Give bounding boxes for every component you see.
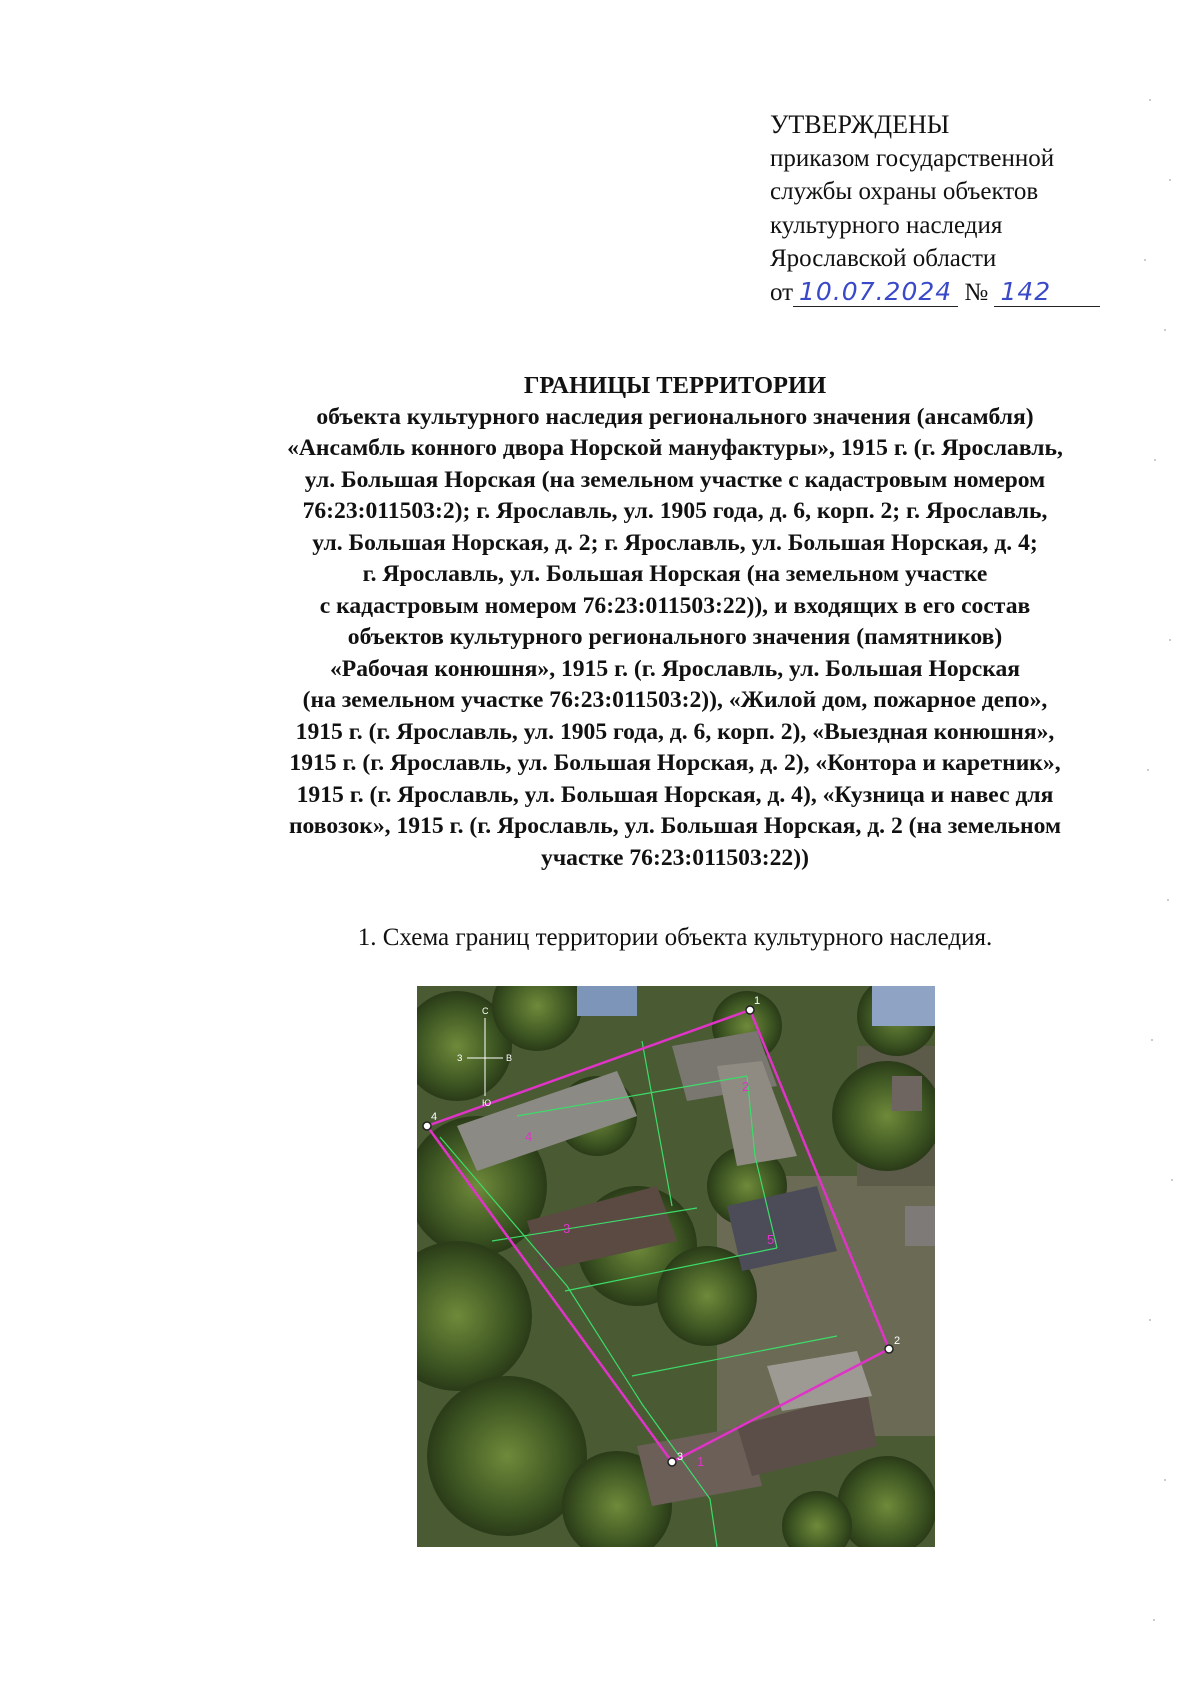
vertex-label: 1 [754, 995, 761, 1007]
title-line: участке 76:23:011503:22)) [541, 844, 809, 871]
from-label: от [770, 278, 794, 306]
scan-margin-specks [1110, 0, 1200, 1697]
title-line: ул. Большая Норская, д. 2; г. Ярославль, ул. Большая Норская, д. 4; [312, 529, 1038, 556]
title-line: 1915 г. (г. Ярославль, ул. 1905 года, д. 6, корп. 2), «Выездная конюшня», [295, 718, 1055, 745]
object-number: 5 [767, 1232, 775, 1247]
approval-date: 10.07.2024 [799, 276, 953, 306]
document-title [200, 370, 1150, 874]
boundary-scheme-map [417, 986, 935, 1547]
title-line: (на земельном участке 76:23:011503:2)), «Жилой дом, пожарное депо», [302, 687, 1048, 713]
title-line: «Рабочая конюшня», 1915 г. (г. Ярославль, ул. Большая Норская [329, 655, 1021, 682]
approval-line: культурного наследия [770, 211, 1003, 239]
title-line: 76:23:011503:2); г. Ярославль, ул. 1905 года, д. 6, корп. 2; г. Ярославль, [302, 498, 1048, 524]
approval-number: 142 [1000, 276, 1052, 306]
number-label: № [964, 278, 989, 306]
vertex-label: 3 [677, 1451, 684, 1463]
title-line: «Ансамбль конного двора Норской мануфактуры», 1915 г. (г. Ярославль, [287, 435, 1063, 461]
title-line: 1915 г. (г. Ярославль, ул. Большая Норская, д. 2), «Контора и каретник», [289, 750, 1061, 776]
approval-line: службы охраны объектов [770, 178, 1039, 205]
title-line: 1915 г. (г. Ярославль, ул. Большая Норская, д. 4), «Кузница и навес для [296, 781, 1054, 808]
title-line: повозок», 1915 г. (г. Ярославль, ул. Большая Норская, д. 2 (на земельном [288, 813, 1062, 839]
approval-line: Ярославской области [770, 245, 997, 272]
vertex-label: 2 [894, 1335, 901, 1347]
compass-south: Ю [482, 1098, 492, 1108]
approval-line: приказом государственной [770, 144, 1055, 172]
title-heading: ГРАНИЦЫ ТЕРРИТОРИИ [523, 372, 827, 399]
scheme-caption: 1. Схема границ территории объекта культурного наследия. [357, 924, 993, 951]
compass-west: З [457, 1053, 463, 1063]
compass-north: С [482, 1006, 489, 1016]
approval-date-line [770, 276, 1110, 310]
compass-east: В [506, 1053, 513, 1063]
vertex-label: 4 [431, 1111, 438, 1123]
approval-stamp [770, 108, 1110, 309]
object-number: 3 [563, 1221, 571, 1236]
object-number: 4 [525, 1129, 533, 1144]
approval-heading: УТВЕРЖДЕНЫ [770, 110, 950, 139]
object-number: 1 [697, 1454, 705, 1469]
title-line: г. Ярославль, ул. Большая Норская (на земельном участке [362, 561, 988, 587]
title-line: объекта культурного наследия регионального значения (ансамбля) [316, 403, 1034, 430]
title-line: с кадастровым номером 76:23:011503:22)), и входящих в его состав [319, 592, 1031, 619]
aerial-photo [417, 986, 935, 1547]
object-number: 2 [742, 1079, 750, 1094]
title-line: объектов культурного регионального значения (памятников) [347, 624, 1003, 650]
title-line: ул. Большая Норская (на земельном участке с кадастровым номером [304, 466, 1046, 493]
